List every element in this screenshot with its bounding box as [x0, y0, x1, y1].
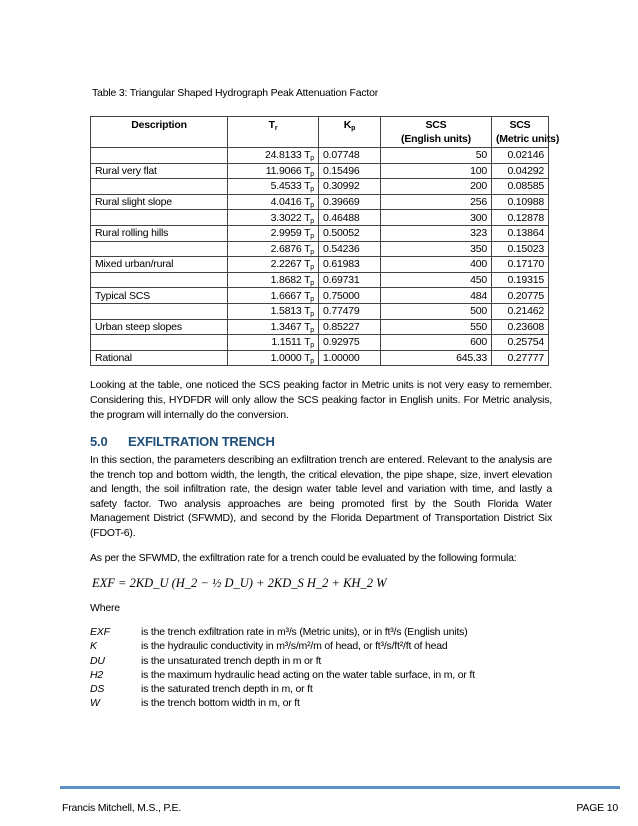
cell-tr: 2.2267 $T_p$: [228, 257, 319, 273]
header-kp: $K_p$: [319, 117, 381, 148]
cell-description: [91, 272, 228, 288]
header-scs-metric: SCS (Metric units): [492, 117, 549, 148]
cell-scs-english: 323: [381, 225, 492, 241]
footer-rule: [60, 786, 620, 789]
cell-kp: 0.75000: [319, 288, 381, 304]
cell-kp: 0.15496: [319, 163, 381, 179]
definition-text: is the saturated trench depth in m, or ft: [141, 683, 313, 696]
cell-scs-metric: 0.23608: [492, 319, 549, 335]
definition-symbol: W: [90, 697, 100, 710]
cell-scs-english: 484: [381, 288, 492, 304]
definition-symbol: EXF: [90, 626, 110, 639]
cell-scs-metric: 0.04292: [492, 163, 549, 179]
definition-text: is the trench bottom width in m, or ft: [141, 697, 300, 710]
table-row: [91, 350, 549, 366]
definition-item: [90, 668, 565, 682]
cell-scs-english: 550: [381, 319, 492, 335]
attenuation-table: [90, 116, 560, 366]
footer-page-number: PAGE 10: [576, 802, 618, 814]
cell-scs-english: 50: [381, 148, 492, 164]
cell-description: Typical SCS: [91, 288, 228, 304]
definition-item: [90, 696, 565, 710]
cell-description: [91, 210, 228, 226]
cell-scs-metric: 0.27777: [492, 350, 549, 366]
table-header: [91, 117, 549, 148]
cell-kp: 0.92975: [319, 335, 381, 351]
cell-scs-metric: 0.08585: [492, 179, 549, 195]
where-label: Where: [90, 602, 120, 615]
cell-kp: 0.77479: [319, 303, 381, 319]
table-row: [91, 148, 549, 164]
cell-tr: 1.5813 $T_p$: [228, 303, 319, 319]
definition-text: is the maximum hydraulic head acting on the water table surface, in m, or ft: [141, 668, 475, 681]
table-row: [91, 241, 549, 257]
cell-scs-english: 450: [381, 272, 492, 288]
cell-scs-english: 300: [381, 210, 492, 226]
cell-kp: 0.39669: [319, 194, 381, 210]
cell-tr: 5.4533 $T_p$: [228, 179, 319, 195]
cell-tr: 11.9066 $T_p$: [228, 163, 319, 179]
paragraph-sfwmd: As per the SFWMD, the exfiltration rate for a trench could be evaluated by the following formula:: [90, 551, 517, 564]
header-description: Description: [91, 117, 228, 148]
table-row: [91, 335, 549, 351]
cell-scs-metric: 0.25754: [492, 335, 549, 351]
cell-scs-metric: 0.19315: [492, 272, 549, 288]
cell-scs-metric: 0.02146: [492, 148, 549, 164]
cell-scs-english: 100: [381, 163, 492, 179]
cell-kp: 0.46488: [319, 210, 381, 226]
table-caption: Table 3: Triangular Shaped Hydrograph Peak Attenuation Factor: [92, 87, 379, 99]
definition-text: is the unsaturated trench depth in m or ft: [141, 654, 322, 667]
header-scs-english: SCS (English units): [381, 117, 492, 148]
cell-kp: 0.54236: [319, 241, 381, 257]
cell-description: [91, 148, 228, 164]
cell-description: [91, 241, 228, 257]
cell-scs-metric: 0.12878: [492, 210, 549, 226]
cell-tr: 1.3467 $T_p$: [228, 319, 319, 335]
cell-tr: 1.1511 $T_p$: [228, 335, 319, 351]
cell-scs-metric: 0.10988: [492, 194, 549, 210]
table-row: [91, 163, 549, 179]
cell-description: Rational: [91, 350, 228, 366]
cell-tr: 4.0416 $T_p$: [228, 194, 319, 210]
cell-scs-english: 645.33: [381, 350, 492, 366]
definition-item: [90, 654, 565, 668]
section-heading: 5.0 EXFILTRATION TRENCH: [90, 434, 275, 450]
definition-text: is the hydraulic conductivity in m³/s/m²/m of head, or ft³/s/ft²/ft of head: [141, 640, 448, 653]
cell-scs-english: 400: [381, 257, 492, 273]
cell-tr: 2.6876 $T_p$: [228, 241, 319, 257]
table-row: [91, 288, 549, 304]
table-row: [91, 194, 549, 210]
cell-scs-english: 600: [381, 335, 492, 351]
exf-formula: EXF = 2KD_U (H_2 − ½ D_U) + 2KD_S H_2 + KH_2 W: [92, 576, 387, 591]
cell-description: [91, 179, 228, 195]
table-row: [91, 319, 549, 335]
table-row: [91, 272, 549, 288]
cell-tr: 3.3022 $T_p$: [228, 210, 319, 226]
cell-scs-metric: 0.20775: [492, 288, 549, 304]
definitions-list: [90, 625, 565, 710]
cell-scs-english: 350: [381, 241, 492, 257]
cell-tr: 1.0000 $T_p$: [228, 350, 319, 366]
cell-scs-english: 200: [381, 179, 492, 195]
cell-tr: 1.8682 $T_p$: [228, 272, 319, 288]
table-row: [91, 225, 549, 241]
definition-symbol: DS: [90, 683, 105, 696]
table-row: [91, 210, 549, 226]
cell-kp: 0.69731: [319, 272, 381, 288]
cell-description: Rural very flat: [91, 163, 228, 179]
footer-author: Francis Mitchell, M.S., P.E.: [62, 802, 182, 814]
cell-tr: 1.6667 $T_p$: [228, 288, 319, 304]
cell-description: Rural rolling hills: [91, 225, 228, 241]
definition-symbol: DU: [90, 654, 105, 667]
cell-description: Rural slight slope: [91, 194, 228, 210]
cell-kp: 0.30992: [319, 179, 381, 195]
cell-scs-metric: 0.17170: [492, 257, 549, 273]
cell-description: Urban steep slopes: [91, 319, 228, 335]
header-tr: $T_r$: [228, 117, 319, 148]
paragraph-scs-note: Looking at the table, one noticed the SCS peaking factor in Metric units is not very easy to remember. Considering this, HYDFDR will only allow the SCS peaking factor in English units. For Metric analysis, the program will internally do the conversion.: [90, 379, 552, 421]
cell-scs-english: 256: [381, 194, 492, 210]
cell-scs-metric: 0.21462: [492, 303, 549, 319]
cell-kp: 0.50052: [319, 225, 381, 241]
definition-item: [90, 639, 565, 653]
cell-kp: 0.61983: [319, 257, 381, 273]
definition-item: [90, 682, 565, 696]
definition-symbol: K: [90, 640, 97, 653]
cell-description: [91, 335, 228, 351]
cell-kp: 0.85227: [319, 319, 381, 335]
cell-scs-metric: 0.15023: [492, 241, 549, 257]
cell-description: Mixed urban/rural: [91, 257, 228, 273]
paragraph-trench-intro: In this section, the parameters describing an exfiltration trench are entered. Relevant to the analysis are the trench top and bottom width, the length, the critical elevation, the pipe shape, size, invert elevation and length, the soil infiltration rate, the design water table level and variation with time, and lastly a safety factor. Two analysis approaches are being promoted first by the South Florida Water Management District (SFWMD), and second by the Florida Department of Transportation District Six (FDOT-6).: [90, 454, 552, 540]
definition-symbol: H2: [90, 668, 104, 681]
definition-item: [90, 625, 565, 639]
cell-scs-english: 500: [381, 303, 492, 319]
page-body: [90, 86, 560, 710]
cell-tr: 2.9959 $T_p$: [228, 225, 319, 241]
cell-kp: 1.00000: [319, 350, 381, 366]
table-row: [91, 257, 549, 273]
cell-description: [91, 303, 228, 319]
cell-kp: 0.07748: [319, 148, 381, 164]
definition-text: is the trench exfiltration rate in m³/s (Metric units), or in ft³/s (English units): [141, 626, 468, 639]
table-row: [91, 179, 549, 195]
table-row: [91, 303, 549, 319]
cell-scs-metric: 0.13864: [492, 225, 549, 241]
cell-tr: 24.8133 $T_p$: [228, 148, 319, 164]
